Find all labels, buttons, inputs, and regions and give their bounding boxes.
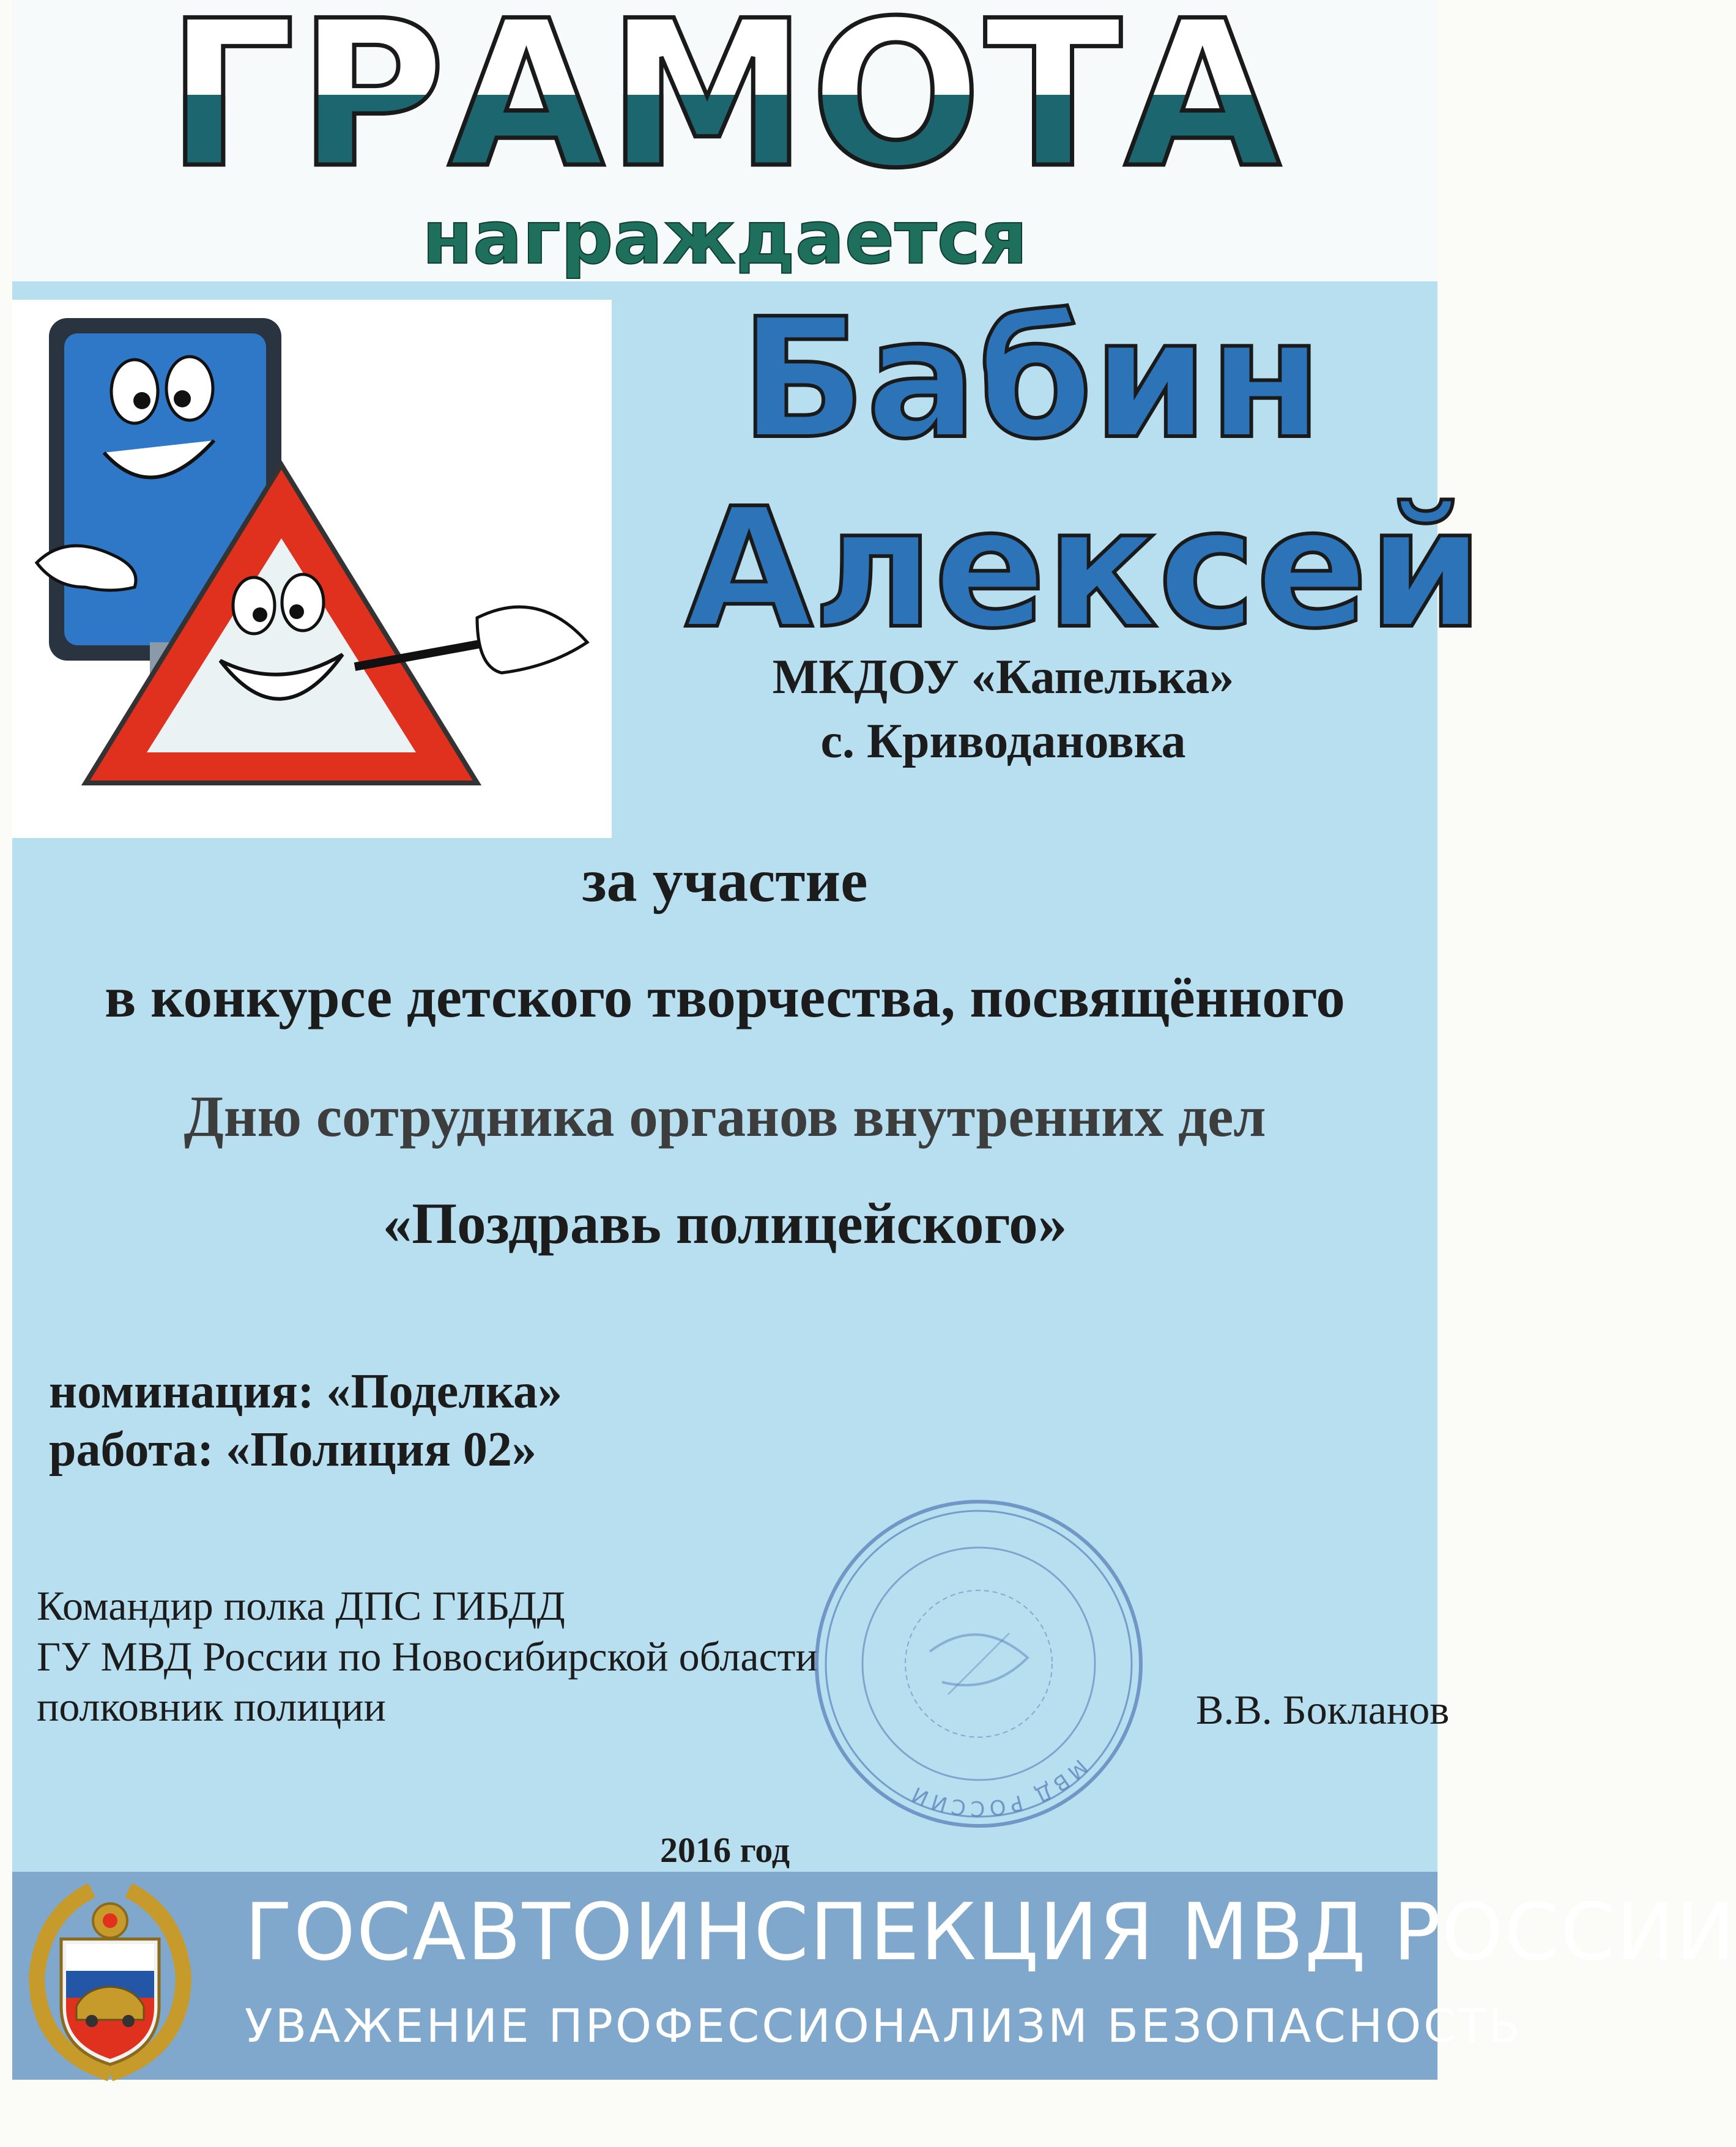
organization-location: с. Криводановка: [820, 714, 1186, 768]
contest-line-2: Дню сотрудника органов внутренних дел: [184, 1084, 1266, 1149]
signatory-department: ГУ МВД России по Новосибирской области: [37, 1633, 818, 1680]
stamp-text: МВД РОССИИ: [905, 1754, 1092, 1821]
signatory-rank: полковник полиции: [37, 1683, 386, 1730]
svg-text:МВД РОССИИ: [905, 1754, 1092, 1820]
official-seal-icon: [807, 1493, 1150, 1835]
traffic-police-emblem-icon: [18, 1878, 202, 2080]
banner-motto: УВАЖЕНИЕ ПРОФЕССИОНАЛИЗМ БЕЗОПАСНОСТЬ: [245, 1999, 1523, 2053]
recipient-surname: Бабин: [740, 283, 1323, 475]
participation-label: за участие: [582, 847, 868, 914]
nomination: номинация: «Поделка»: [49, 1365, 563, 1418]
signatory-name: В.В. Бокланов: [1196, 1686, 1450, 1733]
signatory-position: Командир полка ДПС ГИБДД: [37, 1582, 565, 1629]
organization: [728, 645, 1278, 774]
organization-name: МКДОУ «Капелька»: [772, 650, 1234, 704]
certificate-title: ГРАМОТА: [12, 0, 1437, 196]
cartoon-road-signs-icon: [12, 300, 612, 838]
contest-name: «Поздравь полицейского»: [382, 1191, 1067, 1256]
awarded-label: награждается: [422, 196, 1028, 281]
banner-title: ГОСАВТОИНСПЕКЦИЯ МВД РОССИИ: [245, 1887, 1736, 1978]
work-title: работа: «Полиция 02»: [49, 1423, 536, 1477]
year: 2016 год: [659, 1830, 790, 1870]
contest-line-1: в конкурсе детского творчества, посвящённого: [105, 965, 1345, 1029]
recipient-first-name: Алексей: [685, 472, 1484, 665]
